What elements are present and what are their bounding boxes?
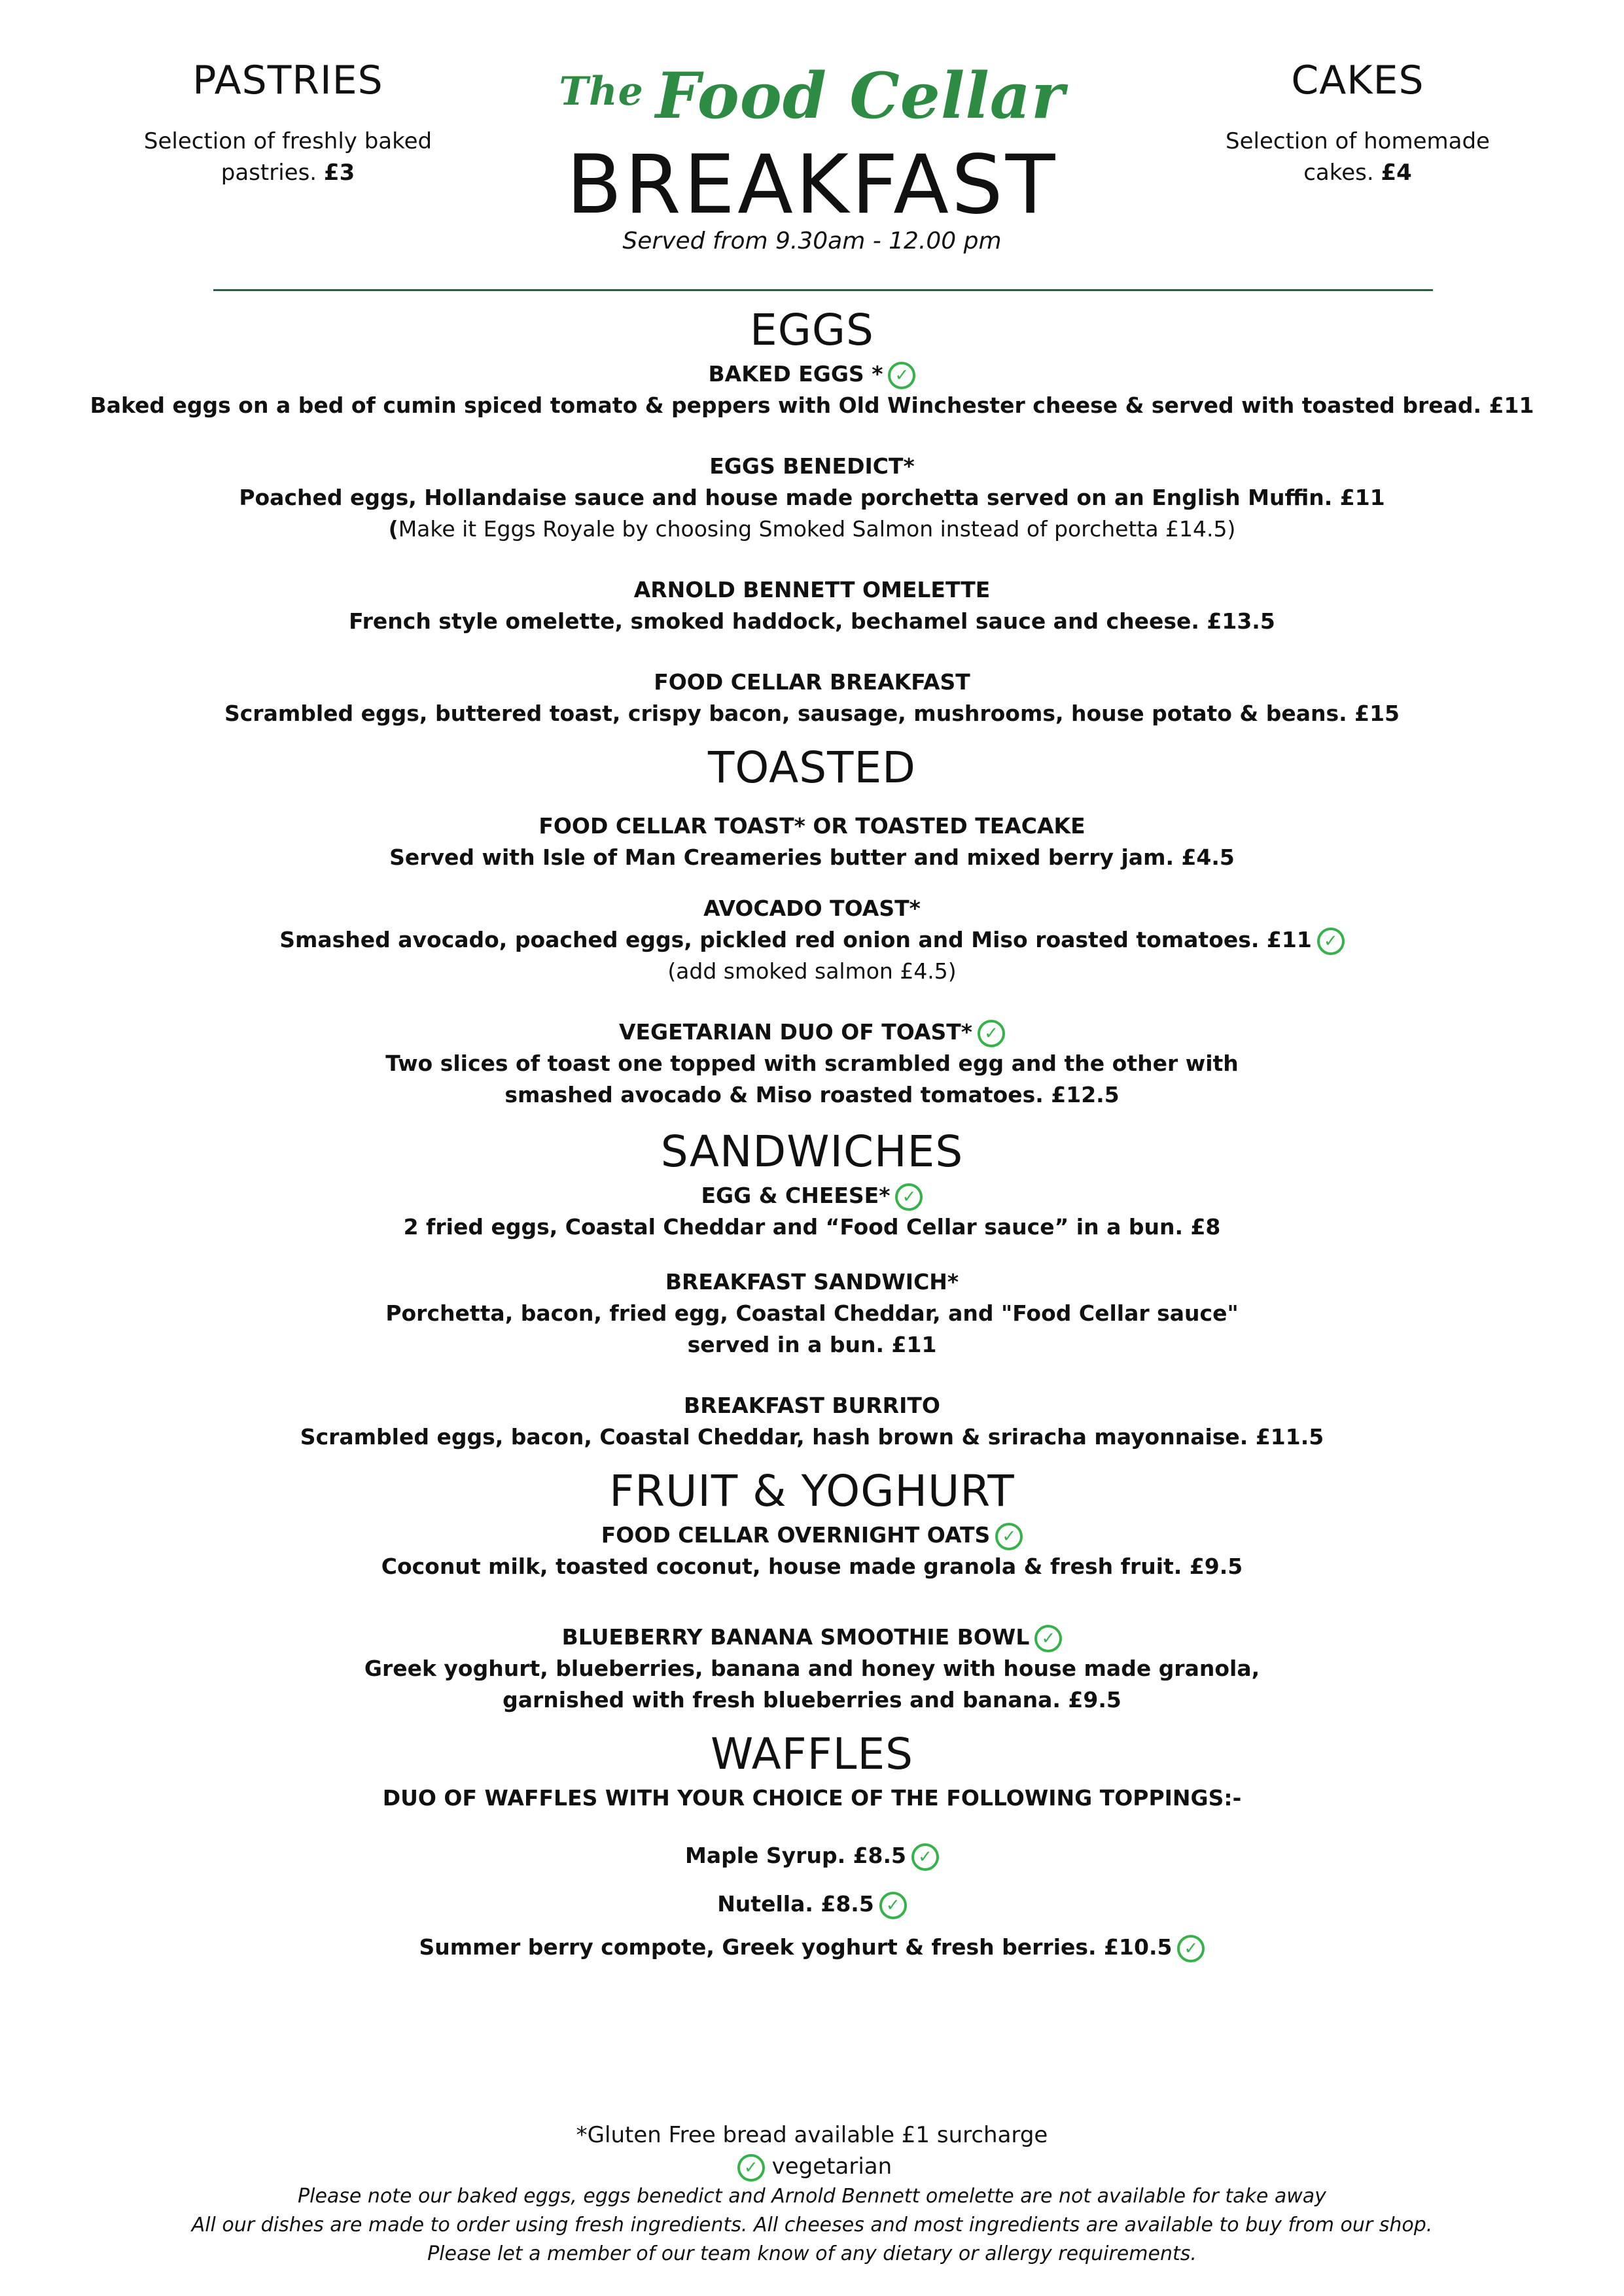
menu-item-egg-cheese <box>0 1180 1624 1243</box>
vegetarian-leaf-icon: ✓ <box>1177 1935 1205 1962</box>
brand-logo <box>0 59 1624 133</box>
vegetarian-leaf-icon: ✓ <box>978 1020 1005 1047</box>
footer <box>0 2119 1624 2269</box>
vegetarian-legend <box>0 2151 1624 2182</box>
item-name: FOOD CELLAR BREAKFAST <box>654 669 970 695</box>
item-desc-2: smashed avocado & Miso roasted tomatoes. £12.5 <box>504 1082 1120 1107</box>
item-desc-1: Greek yoghurt, blueberries, banana and honey with house made granola, <box>364 1656 1260 1681</box>
vegetarian-leaf-icon: ✓ <box>1317 928 1345 955</box>
item-name: BREAKFAST SANDWICH* <box>665 1269 959 1295</box>
waffles-intro: DUO OF WAFFLES WITH YOUR CHOICE OF THE FOLLOWING TOPPINGS:- <box>382 1785 1242 1811</box>
vegetarian-legend-label: vegetarian <box>771 2153 892 2180</box>
item-desc-1: Porchetta, bacon, fried egg, Coastal Cheddar, and "Food Cellar sauce" <box>385 1300 1239 1326</box>
waffle-topping-berry: Summer berry compote, Greek yoghurt & fresh berries. £10.5 <box>419 1934 1173 1960</box>
menu-content <box>0 302 1624 1963</box>
item-desc: Baked eggs on a bed of cumin spiced tomato & peppers with Old Winchester cheese & served with toasted bread. £11 <box>90 392 1534 418</box>
served-times: Served from 9.30am - 12.00 pm <box>622 228 1002 254</box>
cakes-line1: Selection of homemade <box>1226 128 1490 154</box>
section-sandwiches-title: SANDWICHES <box>660 1126 964 1177</box>
menu-item-smoothie-bowl <box>0 1622 1624 1716</box>
item-desc: Poached eggs, Hollandaise sauce and house made porchetta served on an English Muffin. £11 <box>239 485 1385 510</box>
vegetarian-leaf-icon: ✓ <box>888 362 915 389</box>
vegetarian-leaf-icon: ✓ <box>879 1892 907 1919</box>
item-desc: Scrambled eggs, bacon, Coastal Cheddar, hash brown & sriracha mayonnaise. £11.5 <box>300 1424 1324 1450</box>
vegetarian-leaf-icon: ✓ <box>995 1523 1023 1550</box>
item-desc: Served with Isle of Man Creameries butter and mixed berry jam. £4.5 <box>389 844 1235 870</box>
item-note-text: Make it Eggs Royale by choosing Smoked Salmon instead of porchetta £14.5) <box>398 516 1236 542</box>
item-name: FOOD CELLAR TOAST* OR TOASTED TEACAKE <box>538 813 1086 839</box>
item-note-open: ( <box>388 516 398 542</box>
item-name: BLUEBERRY BANANA SMOOTHIE BOWL <box>561 1624 1030 1650</box>
menu-item-overnight-oats <box>0 1520 1624 1582</box>
item-name: AVOCADO TOAST* <box>703 896 921 921</box>
menu-item-breakfast-burrito <box>0 1390 1624 1453</box>
section-fruit-title: FRUIT & YOGHURT <box>609 1466 1015 1516</box>
section-eggs-title: EGGS <box>750 305 874 355</box>
pastries-line1: Selection of freshly baked <box>143 128 432 154</box>
item-note <box>0 513 1624 545</box>
header-divider <box>213 289 1433 291</box>
pastries-price: £3 <box>323 160 355 186</box>
vegetarian-leaf-icon: ✓ <box>737 2154 765 2182</box>
pastries-line2: pastries. <box>221 160 317 186</box>
item-name: BAKED EGGS * <box>708 361 883 387</box>
item-name: FOOD CELLAR OVERNIGHT OATS <box>601 1522 991 1548</box>
section-waffles-title: WAFFLES <box>710 1729 914 1779</box>
vegetarian-leaf-icon: ✓ <box>1034 1625 1062 1652</box>
logo-the: The <box>559 69 644 114</box>
item-name: EGGS BENEDICT* <box>709 453 915 479</box>
cakes-line2: cakes. <box>1303 160 1374 186</box>
ingredients-note: All our dishes are made to order using fresh ingredients. All cheeses and most ingredients are available to buy from our shop. <box>191 2214 1433 2236</box>
logo-name: Food Cellar <box>655 59 1065 133</box>
pastries-title: PASTRIES <box>192 58 383 103</box>
page-title: BREAKFAST <box>566 138 1058 232</box>
vegetarian-leaf-icon: ✓ <box>895 1183 923 1211</box>
item-name: EGG & CHEESE* <box>701 1183 891 1208</box>
item-desc: Scrambled eggs, buttered toast, crispy bacon, sausage, mushrooms, house potato & beans. £15 <box>224 701 1400 726</box>
item-desc: 2 fried eggs, Coastal Cheddar and “Food Cellar sauce” in a bun. £8 <box>403 1214 1221 1240</box>
item-desc-2: garnished with fresh blueberries and banana. £9.5 <box>503 1687 1121 1713</box>
takeaway-note: Please note our baked eggs, eggs benedict and Arnold Bennett omelette are not available for take away <box>298 2185 1326 2208</box>
item-desc-2: served in a bun. £11 <box>687 1332 937 1357</box>
item-desc: Coconut milk, toasted coconut, house made granola & fresh fruit. £9.5 <box>381 1554 1243 1579</box>
menu-item-baked-eggs <box>0 358 1624 421</box>
item-name: ARNOLD BENNETT OMELETTE <box>633 577 991 602</box>
cakes-price: £4 <box>1381 160 1412 186</box>
menu-item-breakfast-sandwich <box>0 1266 1624 1361</box>
item-desc: Smashed avocado, poached eggs, pickled red onion and Miso roasted tomatoes. £11 <box>279 927 1312 952</box>
menu-item-eggs-benedict <box>0 451 1624 545</box>
menu-item-food-cellar-toast <box>0 810 1624 873</box>
item-name: BREAKFAST BURRITO <box>684 1393 940 1418</box>
menu-item-food-cellar-breakfast <box>0 667 1624 729</box>
allergy-note: Please let a member of our team know of any dietary or allergy requirements. <box>427 2242 1197 2265</box>
item-desc-1: Two slices of toast one topped with scrambled egg and the other with <box>385 1051 1239 1076</box>
vegetarian-leaf-icon: ✓ <box>911 1843 939 1871</box>
item-name: VEGETARIAN DUO OF TOAST* <box>618 1019 973 1045</box>
gluten-free-note: *Gluten Free bread available £1 surcharge <box>576 2122 1048 2148</box>
section-toasted-title: TOASTED <box>708 742 916 793</box>
menu-item-arnold-bennett <box>0 574 1624 637</box>
menu-item-vegetarian-duo <box>0 1017 1624 1111</box>
waffle-topping-nutella: Nutella. £8.5 <box>717 1891 874 1917</box>
waffle-topping-maple: Maple Syrup. £8.5 <box>684 1843 907 1868</box>
item-note: (add smoked salmon £4.5) <box>667 958 957 984</box>
menu-item-avocado-toast <box>0 893 1624 987</box>
cakes-title: CAKES <box>1291 58 1424 103</box>
item-desc: French style omelette, smoked haddock, bechamel sauce and cheese. £13.5 <box>349 608 1275 634</box>
